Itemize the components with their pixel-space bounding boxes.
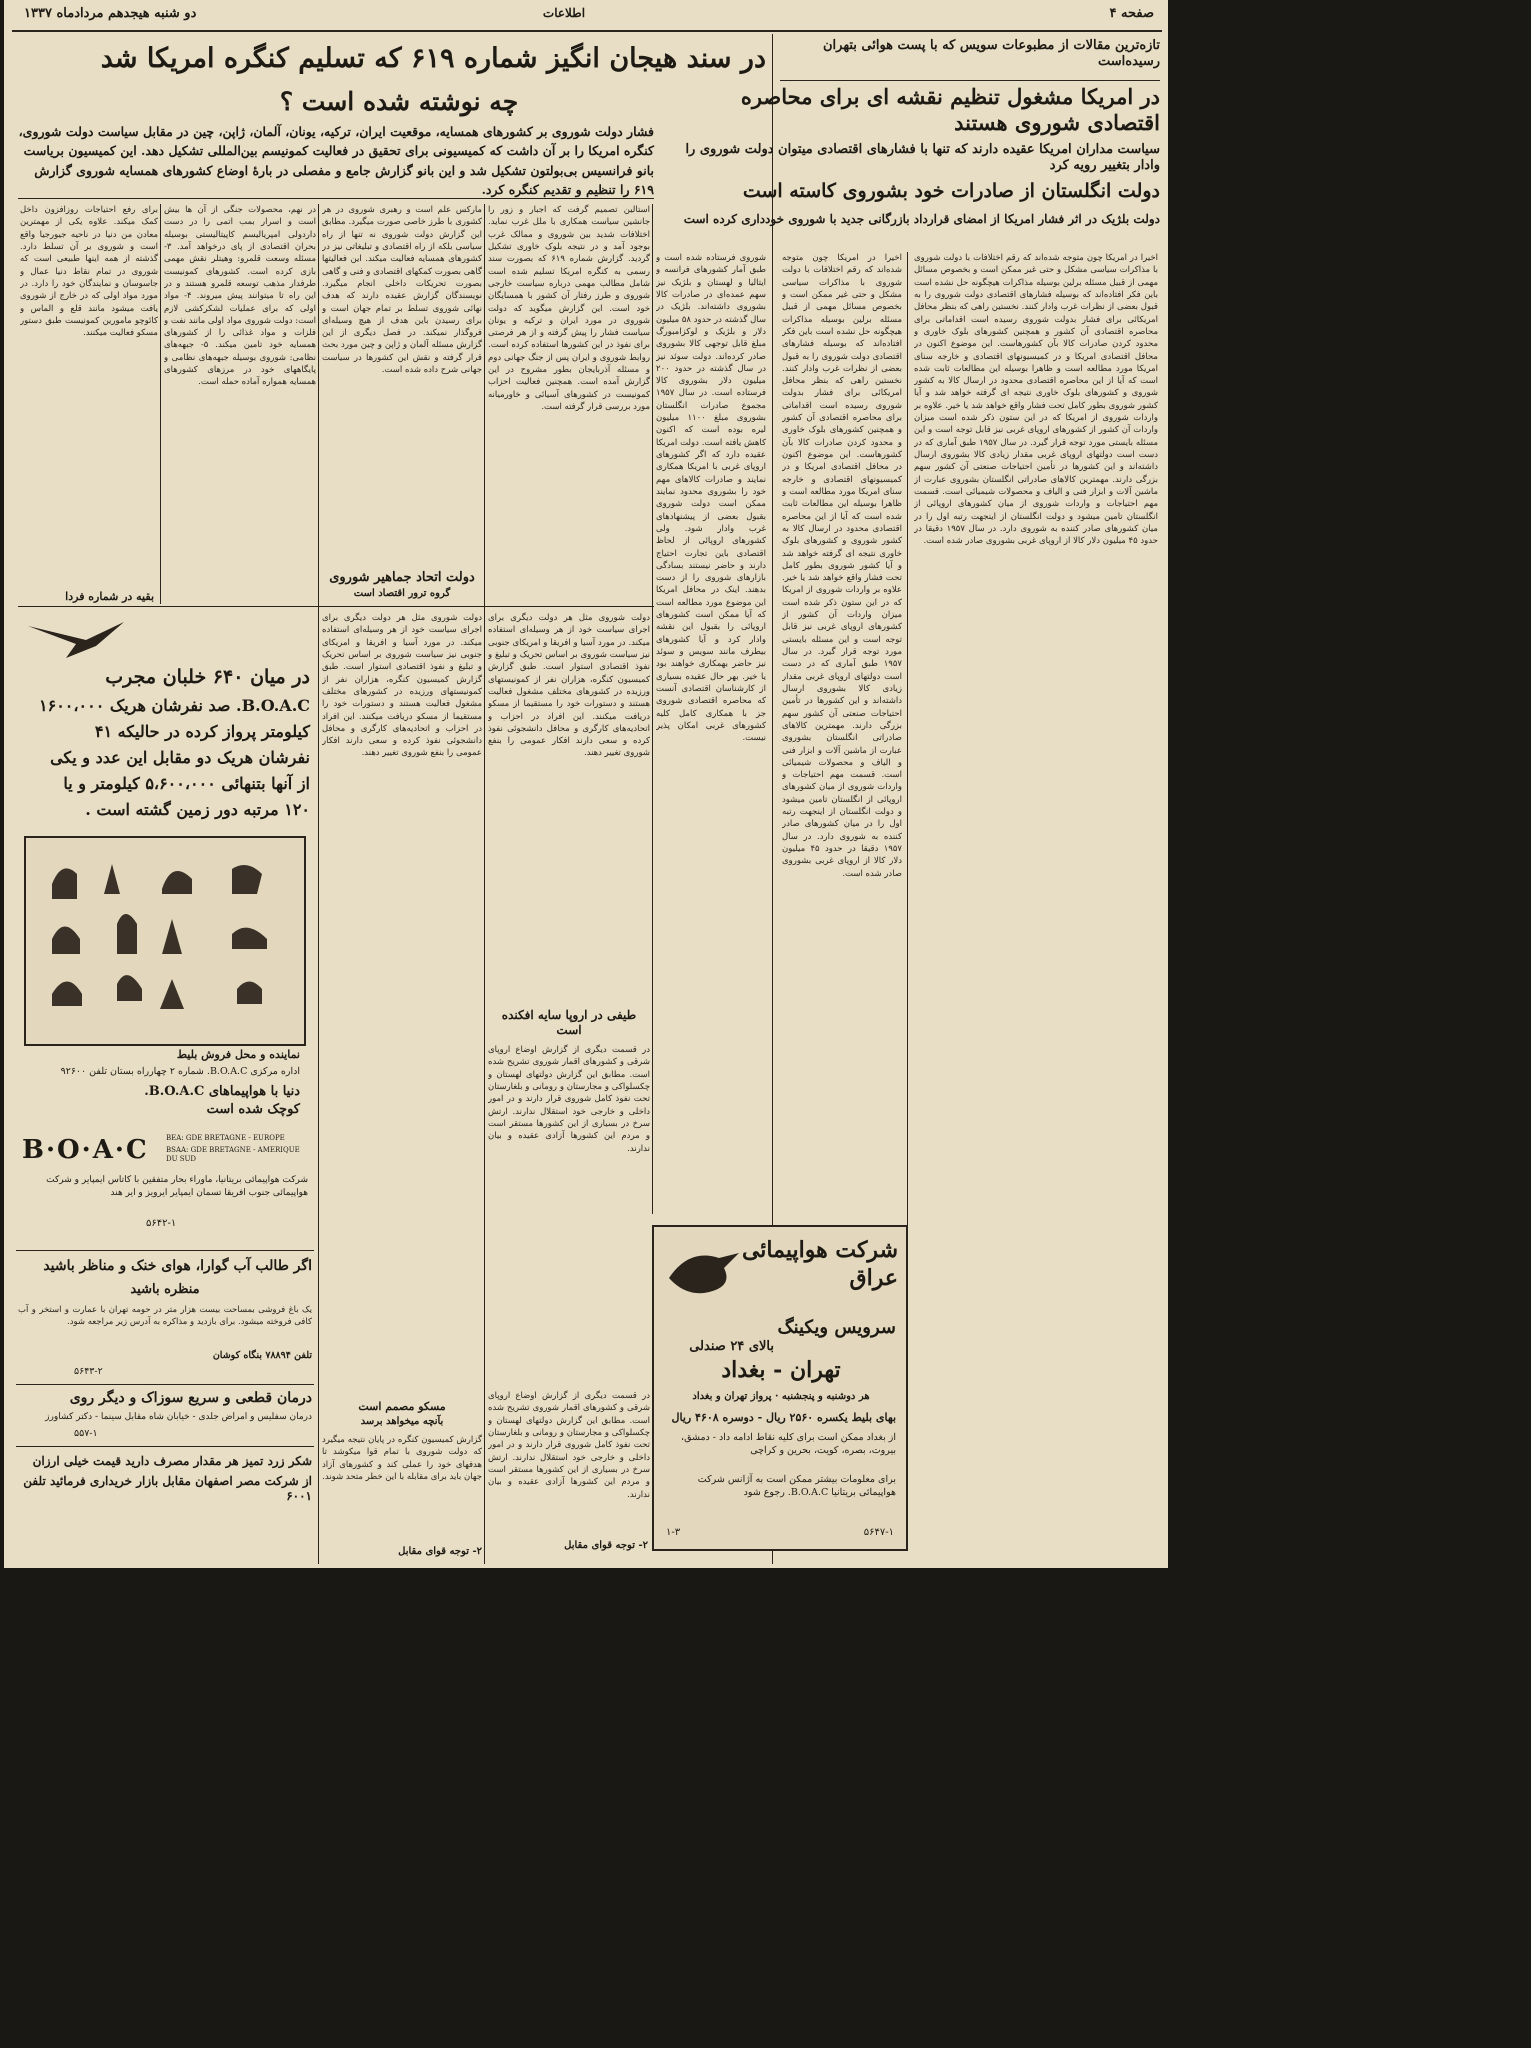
small-ad-1-contact: تلفن ۷۸۸۹۴ بنگاه کوشان <box>212 1350 312 1361</box>
page-number: صفحه ۴ <box>1109 6 1154 21</box>
right-headline: در امریکا مشغول تنظیم نقشه ای برای محاصره اقتصادی شوروی هستند <box>740 84 1160 136</box>
right-deck: سیاست مداران امریکا عقیده دارند که تنها با فشارهای اقتصادی میتوان دولت شوروی را وادار بتغییر رویه کرد <box>685 142 1160 174</box>
sub-heading-5: ۲- توجه قوای مقابل <box>398 1546 482 1557</box>
right-article-body: اخیرا در امریکا چون متوجه شده‌اند که رقم اختلافات با دولت شوروی با مذاکرات سیاسی مشکل و حتی غیر ممکن است و بخصوص مسائل مهمی از قبیل مسئله برلین بوسیله مذاکرات هیچگونه حل نشده است باین فکر افتاده‌اند که بوسیله فشارهای اقتصادی دولت شوروی را به قبول بعضی از نظرات غرب وادار کنند. نخستین راهی که بنظر محافل امریکائی برای فشار بدولت شوروی رسیده است اقداماتی برای محاصره اقتصادی آن کشور و همچنین کشورهای بلوک خاوری و محدود کردن صادرات کالا بآن کشورهاست. این موضوع اکنون در محافل اقتصادی امریکا و در کمیسیونهای اقتصادی و خارجه سنای امریکا مورد مطالعه است و ظاهرا بوسیله این مطالعات ثابت شده است که آیا از این محاصره اقتصادی محدود در ارسال کالا به کشور شوروی و کشورهای بلوک خاوری نتیجه ای گرفته خواهد شد و آیا کشور شوروی بطور کامل تحت فشار واقع خواهد شد یا خیر. علاوه بر واردات شوروی از امریکا که در این ستون ذکر شده است میزان واردات آن کشور از کشورهای اروپای غربی نیز قابل توجه است و این مسئله بایستی مورد توجه قرار گیرد. در سال ۱۹۵۷ طبق آماری که در دست است دولتهای اروپای غربی مقدار زیادی کالا بشوروی ارسال داشته‌اند و این کشورها در تأمین احتیاجات صنعتی آن کشور سهم بزرگی دارند. مهمترین کالاهای صادراتی انگلستان بشوروی عبارت از ماشین آلات و ابزار فنی و الیاف و محصولات شیمیائی است. قسمت مهم احتیاجات و واردات شوروی از میان کشورهای اروپائی از انگلستان تامین میشود و دولت انگلستان از اینجهت رتبه اول را در میان کشورهای صادر کننده به شوروی دارد. در سال ۱۹۵۷ دقیقا در حدود ۴۵ میلیون دلار کالا از اروپای غربی بشوروی صادر شده است. <box>914 253 1158 547</box>
sub-heading-1: دولت اتحاد جماهیر شوروی <box>329 570 475 585</box>
boac-headline-4: نفرشان هریک دو مقابل این عدد و یکی <box>50 748 310 767</box>
boac-address: اداره مرکزی B.O.A.C. شماره ۲ چهارراه بستان تلفن ۹۲۶۰۰ <box>60 1066 300 1077</box>
divider <box>16 1250 314 1251</box>
divider <box>160 204 161 604</box>
iraqi-service: سرویس ویکینگ <box>777 1317 896 1338</box>
animal-silhouettes-icon <box>32 844 298 1038</box>
boac-agent: نماینده و محل فروش بلیط <box>176 1048 300 1061</box>
boac-tagline-2: کوچک شده است <box>206 1102 300 1117</box>
boac-brand-fa: شرکت هواپیمائی بریتانیا، ماوراء بحار متفقین با کاتاس ایمپایر و شرکت هواپیمائی جنوب افریقا تسمان ایمپایر ایرویز و ایر هند <box>46 1175 308 1198</box>
header-rule <box>12 30 1162 32</box>
top-body-a: استالین تصمیم گرفت که اجبار و زور را جانشین سیاست همکاری با ملل غرب نماید. اختلافات شدید بین شوروی و ممالک غرب بوجود آمد و در نتیجه بلوک خاوری تشکیل گردید. گزارش شماره ۶۱۹ که بصورت سند رسمی به کنگره امریکا تسلیم شده است شامل مطالب مهمی درباره سیاست خارجی شوروی و طرز رفتار آن کشور با همسایگان خود است. این گزارش میگوید که دولت شوروی در مورد ایران و ترکیه و یونان سیاست فشار را پیش گرفته و از هر فرصتی برای نفوذ در این کشورها استفاده کرده است. روابط شوروی و ایران پس از جنگ جهانی دوم و مسئله آذربایجان بطور مشروح در این گزارش آمده است. همچنین فعالیت احزاب کمونیست در کشورهای آسیائی و خاورمیانه مورد بررسی قرار گرفته است. <box>488 205 650 412</box>
divider <box>652 204 653 1214</box>
iraqi-airways-ad <box>652 1225 908 1551</box>
ad-code: ۱-۳ <box>666 1527 681 1538</box>
boac-headline-5: از آنها بتنهائی ۵،۶۰۰،۰۰۰ کیلومتر و یا <box>63 774 310 793</box>
continued-note: بقیه در شماره فردا <box>65 590 154 603</box>
top-body-c: در نهم، محصولات جنگی از آن ها بیش است و اسرار بمب اتمی را در دست داردولی امپریالیسم کاپیتالیستی بوسیله بحران اقتصادی از پای درخواهد آمد. ۳- مسئله وسعت قلمرو: وهیتلر نقش مهمی بازی کرده است. کشورهای کمونیست طرفدار مذهب توسعه قلمرو هستند و در این راه تا میتوانند پیش میروند. ۴- مواد اولی که برای عملیات لشکرکشی لازم است: دولت شوروی مواد اولی مانند نفت و فلزات و مواد غذائی را از کشورهای همسایه خود تامین میکند. ۵- جبهه‌های نظامی: شوروی بوسیله جبهه‌های نظامی و پایگاههای خود در مرزهای کشورهای همسایه همواره آماده حمله است. <box>164 205 316 388</box>
divider <box>18 198 654 199</box>
top-headline: در سند هیجان انگیز شماره ۶۱۹ که تسلیم کنگره امریکا شد <box>100 43 766 74</box>
ad-code: ۵۶۴۲-۱ <box>146 1218 177 1229</box>
sub-body-3: گزارش کمیسیون کنگره در پایان نتیجه میگیرد که دولت شوروی با تمام قوا میکوشد تا هدفهای خود را عملی کند و کشورهای آزاد جهان باید برای مقابله با این خطر متحد شوند. <box>322 1435 482 1482</box>
top-lead: فشار دولت شوروی بر کشورهای همسایه، موقعیت ایران، ترکیه، یونان، آلمان، ژاپن، چین در مقابل سیاست دولت شوروی، کنگره امریکا را بر آن داشت که کمیسیونی برای تحقیق در فعالیت کمونیسم بین‌المللی تشکیل دهد. این کمیسیون بریاست بانو فرانسیس بی‌بولتون تشکیل شد و این بانو گزارش جامع و مفصلی در بارهٔ اوضاع کشورهای همسایه شوروی گزارش ۶۱۹ را تنظیم و تقدیم کنگره کرد. <box>18 124 654 198</box>
divider <box>18 606 654 607</box>
iraqi-contact: برای معلومات بیشتر ممکن است به آژانس شرکت هواپیمائی بریتانیا B.O.A.C. رجوع شود <box>697 1474 896 1499</box>
boac-headline-6: ۱۲۰ مرتبه دور زمین گشته است . <box>85 800 310 819</box>
boac-headline-2: B.O.A.C. صد نفرشان هریک ۱۶۰۰،۰۰۰ <box>39 696 310 715</box>
boac-tagline-1: دنیا با هواپیماهای B.O.A.C. <box>144 1084 300 1099</box>
right-kicker: تازه‌ترین مقالات از مطبوعات سویس که با پست هوائی بتهران رسیده‌است <box>823 38 1160 70</box>
sub-body-1: دولت شوروی مثل هر دولت دیگری برای اجرای سیاست خود از هر وسیله‌ای استفاده میکند. در مورد آسیا و افریقا و امریکای جنوبی نیز سیاست شوروی بر اساس تحریک و تبلیغ و نفوذ اقتصادی استوار است. طبق گزارش کمیسیون کنگره، هزاران نفر از کمونیستهای ورزیده در کشورهای مختلف مشغول فعالیت هستند و دستورات خود را مستقیما از مسکو دریافت میکنند. این افراد در احزاب و اتحادیه‌های کارگری و محافل دانشجوئی نفوذ کرده و سعی دارند افکار عمومی را بنفع شوروی تغییر دهند. <box>488 613 650 759</box>
iraqi-company-name: شرکت هواپیمائی عراق <box>741 1237 898 1291</box>
boac-logo: B·O·A·C <box>22 1135 149 1165</box>
sub-heading-2: طیفی در اروپا سایه افکنده است <box>501 1008 637 1037</box>
sub-body-1-cont: دولت شوروی مثل هر دولت دیگری برای اجرای سیاست خود از هر وسیله‌ای استفاده میکند. در مورد آسیا و افریقا و امریکای جنوبی نیز سیاست شوروی بر اساس تحریک و تبلیغ و نفوذ اقتصادی استوار است. طبق گزارش کمیسیون کنگره، هزاران نفر از کمونیستهای ورزیده در کشورهای مختلف مشغول فعالیت هستند و دستورات خود را مستقیما از مسکو دریافت میکنند. این افراد در احزاب و اتحادیه‌های کارگری و محافل دانشجوئی نفوذ کرده و سعی دارند افکار عمومی را بنفع شوروی تغییر دهند. <box>322 613 482 759</box>
divider <box>484 204 485 1564</box>
right-article-body-cont: اخیرا در امریکا چون متوجه شده‌اند که رقم اختلافات با دولت شوروی با مذاکرات سیاسی مشکل و حتی غیر ممکن است و بخصوص مسائل مهمی از قبیل مسئله برلین بوسیله مذاکرات هیچگونه حل نشده است باین فکر افتاده‌اند که بوسیله فشارهای اقتصادی دولت شوروی را به قبول بعضی از نظرات غرب وادار کنند. نخستین راهی که بنظر محافل امریکائی برای فشار بدولت شوروی رسیده است اقداماتی برای محاصره اقتصادی آن کشور و همچنین کشورهای بلوک خاوری و محدود کردن صادرات کالا بآن کشورهاست. این موضوع اکنون در محافل اقتصادی امریکا و در کمیسیونهای اقتصادی و خارجه سنای امریکا مورد مطالعه است و ظاهرا بوسیله این مطالعات ثابت شده است که آیا از این محاصره اقتصادی محدود در ارسال کالا به کشور شوروی و کشورهای بلوک خاوری نتیجه ای گرفته خواهد شد و آیا کشور شوروی بطور کامل تحت فشار واقع خواهد شد یا خیر. علاوه بر واردات شوروی از امریکا که در این ستون ذکر شده است میزان واردات آن کشور از کشورهای اروپای غربی نیز قابل توجه است و این مسئله بایستی مورد توجه قرار گیرد. در سال ۱۹۵۷ طبق آماری که در دست است دولتهای اروپای غربی مقدار زیادی کالا بشوروی ارسال داشته‌اند و این کشورها در تأمین احتیاجات صنعتی آن کشور سهم بزرگی دارند. مهمترین کالاهای صادراتی انگلستان بشوروی عبارت از ماشین آلات و ابزار فنی و الیاف و محصولات شیمیائی است. قسمت مهم احتیاجات و واردات شوروی از میان کشورهای اروپائی از انگلستان تامین میشود و دولت انگلستان از اینجهت رتبه اول را در میان کشورهای صادر کننده به شوروی دارد. در سال ۱۹۵۷ دقیقا در حدود ۴۵ میلیون دلار کالا از اروپای غربی بشوروی صادر شده است. <box>782 253 902 879</box>
iraqi-frequency: بالای ۲۴ صندلی <box>689 1339 774 1354</box>
boac-headline-3: کیلومتر پرواز کرده در حالیکه ۴۱ <box>94 722 310 741</box>
paper-name: اطلاعات <box>542 6 586 20</box>
small-ad-3-line1: شکر زرد تمیز هر مقدار مصرف دارید قیمت خیلی ارزان <box>32 1454 312 1468</box>
top-body-b: مارکس علم است و رهبری شوروی در هر کشوری با طرز خاصی صورت میگیرد. مطابق این گزارش دولت شوروی نه تنها از راه سیاسی بلکه از راه اقتصادی و تبلیغاتی نیز در کشورهای همسایه فعالیت میکند. این فعالیتها گاهی بصورت کمکهای اقتصادی و فنی و گاهی بصورت تحریکات داخلی انجام میگیرد. نویسندگان گزارش عقیده دارند که هدف نهائی شوروی تسلط بر تمام جهان است و برای رسیدن باین هدف از هیچ وسیله‌ای فروگذار نمیکند. در فصل دیگری از این گزارش مسئله آلمان و ژاپن و چین مورد بحث قرار گرفته و نقش این کشورها در سیاست جهانی شرح داده شده است. <box>322 205 482 376</box>
right-deck-2: دولت بلژیک در اثر فشار امریکا از امضای قرارداد بازرگانی جدید با شوروی خودداری کرده است <box>683 212 1160 226</box>
ad-code: ۵۵۷-۱ <box>74 1428 98 1439</box>
iraqi-route: تهران - بغداد <box>721 1357 841 1383</box>
boac-headline-1: در میان ۶۴۰ خلبان مجرب <box>105 666 310 688</box>
boac-brand-en-1: BEA: GDE BRETAGNE - EUROPE <box>166 1134 285 1142</box>
divider <box>16 1446 314 1447</box>
iraqi-schedule: هر دوشنبه و پنجشنبه · پرواز تهران و بغداد <box>692 1391 870 1402</box>
small-ad-1-title: اگر طالب آب گوارا، هوای خنک و مناظر باشید <box>43 1258 312 1274</box>
top-body-d: برای رفع احتیاجات روزافزون داخل کمک میکند. علاوه یکی از مهمترین معادن من دنیا در ناحیه جیورجیا واقع است و شوروی بر آن تسلط دارد. گذشته از همه اینها طبیعی است که شوروی در تمام نقاط دنیا عمال و جاسوسان و نمایندگان خود را دارد. در مورد مواد اولی که در خارج از شوروی یافت میشود مانند قلع و الماس و کائوچو مامورین کمونیست طبق دستور مسکو فعالیت میکنند. <box>20 205 158 339</box>
ad-code: ۵۶۴۷-۱ <box>863 1527 894 1538</box>
sub-heading-4: ۲- توجه قوای مقابل <box>564 1540 648 1551</box>
boac-ad <box>16 614 314 1250</box>
sub-heading-3: مسکو مصمم است <box>358 1400 446 1413</box>
header-date: دو شنبه هیجدهم مردادماه ۱۳۳۷ <box>24 6 197 21</box>
right-headline-2: دولت انگلستان از صادرات خود بشوروی کاسته است <box>742 180 1160 202</box>
region-illustrations <box>24 836 306 1046</box>
sub-heading-1b: گروه ترور اقتصاد است <box>353 588 451 599</box>
sub-body-2: در قسمت دیگری از گزارش اوضاع اروپای شرقی و کشورهای اقمار شوروی تشریح شده است. مطابق این گزارش دولتهای لهستان و چکسلواکی و مجارستان و رومانی و بلغارستان تحت نفوذ کامل شوروی قرار دارند و در امور داخلی و خارجی خود استقلال ندارند. ارتش سرخ در بسیاری از این کشورها مستقر است و مردم این کشورها آزادی عقیده و بیان ندارند. <box>488 1045 650 1154</box>
speedbird-icon <box>26 618 126 662</box>
ad-code: ۵۶۴۳-۲ <box>74 1366 103 1377</box>
small-ad-1-sub: منظره باشید <box>130 1282 200 1297</box>
iraqi-connections: از بغداد ممکن است برای کلیه نقاط ادامه داد - دمشق، بیروت، بصره، کویت، بحرین و کراچی <box>681 1432 896 1457</box>
sub-body-2-cont: در قسمت دیگری از گزارش اوضاع اروپای شرقی و کشورهای اقمار شوروی تشریح شده است. مطابق این گزارش دولتهای لهستان و چکسلواکی و مجارستان و رومانی و بلغارستان تحت نفوذ کامل شوروی قرار دارند و در امور داخلی و خارجی خود استقلال ندارند. ارتش سرخ در بسیاری از این کشورها مستقر است و مردم این کشورها آزادی عقیده و بیان ندارند. <box>488 1391 650 1500</box>
newspaper-page <box>4 0 1168 1568</box>
divider <box>318 204 319 1564</box>
sub-heading-3b: بآنچه میخواهد برسد <box>360 1416 444 1427</box>
bird-logo-icon <box>664 1243 744 1303</box>
divider <box>780 80 1160 81</box>
top-subheadline: چه نوشته شده است ؟ <box>279 87 519 116</box>
small-ad-2-title: درمان قطعی و سریع سوزاک و دیگر روی <box>69 1390 312 1406</box>
small-ad-3-line2: از شرکت مصر اصفهان مقابل بازار خریداری فرمائید تلفن ۶۰۰۱ <box>23 1474 312 1503</box>
boac-brand-en-2: BSAA: GDE BRETAGNE - AMERIQUE DU SUD <box>166 1146 300 1164</box>
middle-article-body: شوروی فرستاده شده است و طبق آمار کشورهای فرانسه و ایتالیا و لهستان و بلژیک نیز سهم عمده‌ای در صادرات کالا بشوروی داشته‌اند. بلژیک در سال گذشته در حدود ۵۸ میلیون دلار و بلژیک و لوکزامبورگ مبلغ قابل توجهی کالا بشوروی صادر کرده‌اند. دولت سوئد نیز در سال گذشته در حدود ۲۰۰ میلیون دلار بشوروی کالا فرستاده است. در سال ۱۹۵۷ مجموع صادرات انگلستان بشوروی مبلغ ۱۱۰۰ میلیون لیره بوده است که اکنون کاهش یافته است. دولت امریکا عقیده دارد که اگر کشورهای اروپای غربی با امریکا همکاری نمایند و صادرات کالاهای مهم خود را بشوروی محدود نمایند ممکن است دولت شوروی بقبول بعضی از پیشنهادهای غرب وادار شود. ولی کشورهای اروپائی از لحاظ اقتصادی باین تجارت احتیاج دارند و حاضر نیستند بسادگی بازارهای شوروی را از دست بدهند. اینک در محافل امریکا این موضوع مورد مطالعه است که آیا ممکن است کشورهای اروپائی را بقبول این نقشه وادار کرد و آیا کشورهای بیطرف مانند سویس و سوئد نیز حاضر بهمکاری خواهند بود یا خیر. بهر حال عقیده بسیاری از کارشناسان اقتصادی آنست که محاصره اقتصادی شوروی جز با همکاری کامل کلیه کشورهای غربی امکان پذیر نیست. <box>656 253 766 744</box>
small-ad-2-body: درمان سفلیس و امراض جلدی - خیابان شاه مقابل سینما - دکتر کشاورز <box>45 1412 312 1422</box>
iraqi-price: بهای بلیط یکسره ۲۵۶۰ ریال - دوسره ۴۶۰۸ ریال <box>671 1411 896 1424</box>
small-ad-1-body: یک باغ فروشی بمساحت بیست هزار متر در حومه تهران با عمارت و استخر و آب کافی فروخته میشود. برای بازدید و مذاکره به آدرس زیر مراجعه شود. <box>18 1305 312 1328</box>
divider <box>16 1384 314 1385</box>
